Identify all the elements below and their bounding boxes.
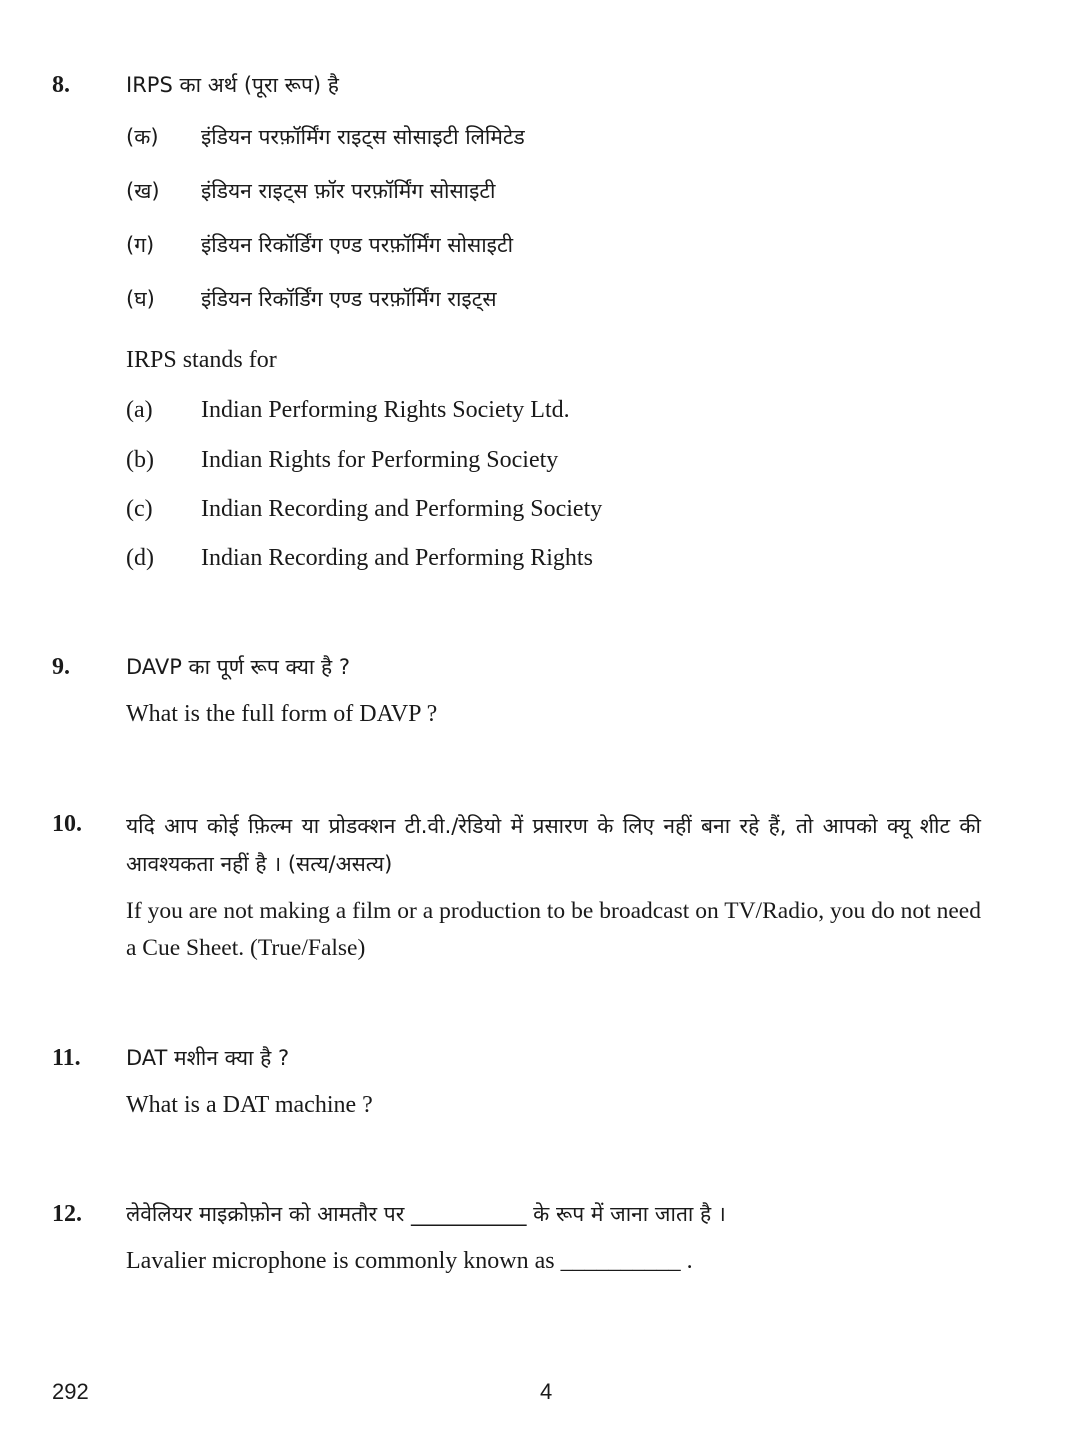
question-number: 12. [52,1201,82,1227]
option-text: इंडियन रिकॉर्डिंग एण्ड परफ़ॉर्मिंग सोसाइटी [201,233,514,257]
question-prompt-hindi: IRPS का अर्थ (पूरा रूप) है [126,73,339,97]
question-number: 10. [52,811,82,837]
option-english-b [126,445,1026,475]
question-prompt-english: What is a DAT machine ? [126,1092,373,1118]
option-hindi-3 [126,230,1026,260]
option-text: Indian Performing Rights Society Ltd. [201,397,570,423]
option-label: (b) [126,447,154,473]
option-text: इंडियन राइट्स फ़ॉर परफ़ॉर्मिंग सोसाइटी [201,179,496,203]
option-english-c [126,494,1026,524]
question-number: 9. [52,654,70,680]
option-label: (क) [126,125,159,149]
page-number: 4 [540,1379,553,1404]
option-text: Indian Recording and Performing Rights [201,545,593,571]
question-prompt-english: Lavalier microphone is commonly known as __________ . [126,1248,693,1274]
question-prompt-english: IRPS stands for [126,347,277,373]
question-prompt-hindi: DAVP का पूर्ण रूप क्या है ? [126,655,350,679]
question-prompt-hindi: DAT मशीन क्या है ? [126,1046,290,1070]
question-number: 11. [52,1045,81,1071]
option-label: (d) [126,545,154,571]
option-english-a [126,395,1026,425]
option-label: (a) [126,397,153,423]
question-prompt-english: What is the full form of DAVP ? [126,701,438,727]
paper-code: 292 [52,1379,89,1404]
option-label: (c) [126,496,153,522]
question-prompt-english: If you are not making a film or a production to be broadcast on TV/Radio, you do not need a Cue Sheet. (True/False) [126,898,981,961]
option-hindi-2 [126,176,1026,206]
option-label: (ग) [126,233,155,257]
option-label: (ख) [126,179,160,203]
option-hindi-1 [126,122,1026,152]
option-text: इंडियन परफ़ॉर्मिंग राइट्स सोसाइटी लिमिटेड [201,125,525,149]
option-text: इंडियन रिकॉर्डिंग एण्ड परफ़ॉर्मिंग राइट्स [201,287,497,311]
option-english-d [126,543,1026,573]
option-label: (घ) [126,287,155,311]
option-hindi-4 [126,284,1026,314]
option-text: Indian Rights for Performing Society [201,447,559,473]
option-text: Indian Recording and Performing Society [201,496,603,522]
question-number: 8. [52,72,70,98]
question-prompt-hindi: यदि आप कोई फ़िल्म या प्रोडक्शन टी.वी./रेडियो में प्रसारण के लिए नहीं बना रहे हैं, तो आपको क्यू शीट की आवश्यकता नहीं है । (सत्य/असत्य) [126,814,981,876]
question-prompt-hindi: लेवेलियर माइक्रोफ़ोन को आमतौर पर ___________ के रूप में जाना जाता है । [126,1202,726,1226]
